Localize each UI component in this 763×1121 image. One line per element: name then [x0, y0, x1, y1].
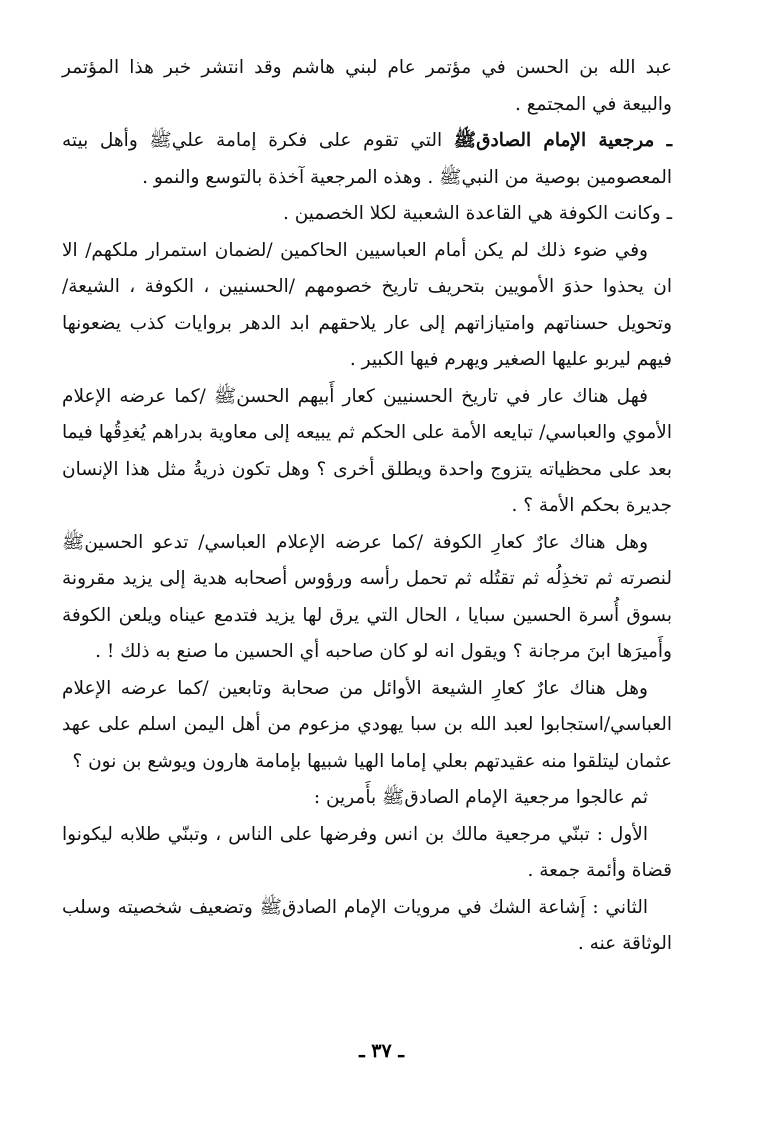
- paragraph-5: فهل هناك عار في تاريخ الحسنيين كعار أَبيهم الحسنﷺ /كما عرضه الإعلام الأموي والعباسي/ تبايعه الأمة على الحكم ثم يبيعه إلى معاوية بدراهم يُغدِقُها فيما بعد على محظياته يتزوج واحدة ويطلق أخرى ؟ وهل تكون ذريةُ مثل هذا الإنسان جديرة بحكم الأمة ؟ .: [62, 385, 672, 516]
- paragraph-7: وهل هناك عارٌ كعارِ الشيعة الأوائل من صحابة وتابعين /كما عرضه الإعلام العباسي/استجابوا لعبد الله بن سبا يهودي مزعوم من أهل اليمن اسلم على عهد عثمان ليتلقوا منه عقيدتهم بعلي إماما الهيا شبيها بإمامة هارون ويوشع بن نون ؟: [62, 677, 672, 772]
- page-number: ـ ٣٧ ـ: [359, 1040, 404, 1062]
- paragraph-3: ـ وكانت الكوفة هي القاعدة الشعبية لكلا الخصمين .: [282, 203, 672, 224]
- paragraph-10: الثاني : إَشاعة الشك في مرويات الإمام الصادقﷺ وتضعيف شخصيته وسلب الوثاقة عنه .: [62, 896, 672, 954]
- paragraph-2-rest: التي تقوم على فكرة إمامة عليﷺ وأهل بيته المعصومين بوصية من النبيﷺ . وهذه المرجعية آخذة بالتوسع والنمو .: [62, 130, 672, 188]
- paragraph-4: وفي ضوء ذلك لم يكن أمام العباسيين الحاكمين /لضمان استمرار ملكهم/ الا ان يحذوا حذوَ الأمويين بتحريف تاريخ خصومهم /الحسنيين ، الكوفة ، الشيعة/ وتحويل حسناتهم وامتيازاتهم إلى عار يلاحقهم ابد الدهر بروايات كذب يضعونها فيهم ليربو عليها الصغير ويهرم فيها الكبير .: [62, 239, 672, 370]
- paragraph-9: الأول : تبنّي مرجعية مالك بن انس وفرضها على الناس ، وتبنّي طلابه ليكونوا قضاة وأئمة جمعة .: [62, 823, 672, 881]
- paragraph-1: عبد الله بن الحسن في مؤتمر عام لبني هاشم وقد انتشر خبر هذا المؤتمر والبيعة في المجتمع .: [62, 57, 672, 115]
- page-body: [62, 50, 672, 1080]
- paragraph-6: وهل هناك عارٌ كعارِ الكوفة /كما عرضه الإعلام العباسي/ تدعو الحسينﷺ لنصرته ثم تخذِلُه ثم تقتُله ثم تحمل رأسه ورؤوس أصحابه هدية إلى يزيد مقرونة بسوق أُسرة الحسين سبايا ، الحال التي يرق لها يزيد فتدمع عيناه ويلعن الكوفة وأَميرَها ابنَ مرجانة ؟ ويقول انه لو كان صاحبه أي الحسين ما صنع به ذلك ! .: [62, 531, 672, 662]
- bold-lead: ـ مرجعية الإمام الصادقﷺ: [453, 130, 672, 151]
- paragraph-8: ثم عالجوا مرجعية الإمام الصادقﷺ بأَمرين :: [313, 787, 648, 808]
- paragraph-2: [62, 123, 672, 196]
